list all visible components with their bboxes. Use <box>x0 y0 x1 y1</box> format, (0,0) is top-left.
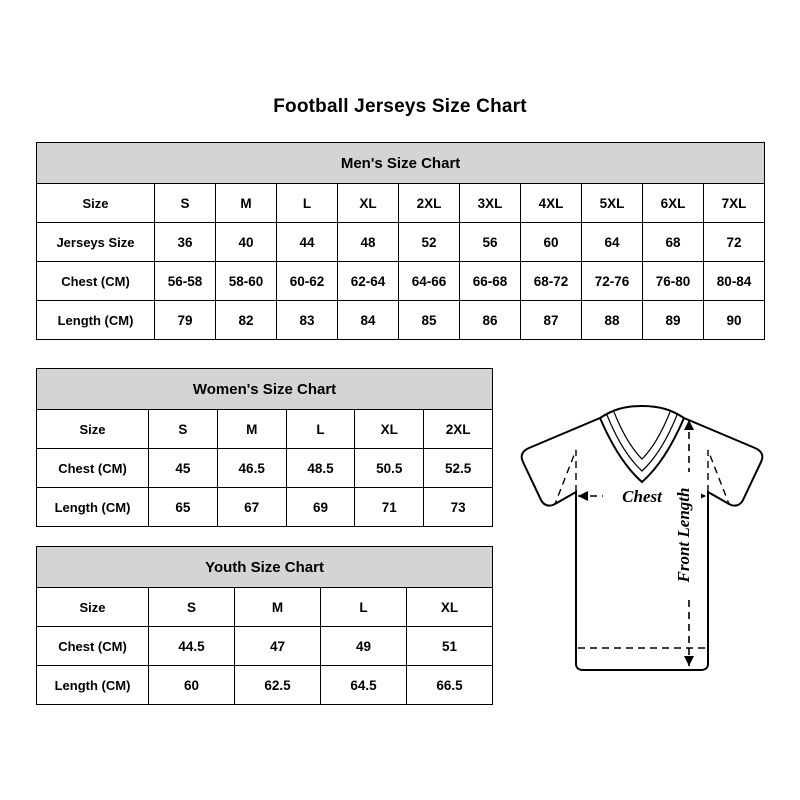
youth-row-header: Size <box>37 588 149 627</box>
table-cell: 85 <box>399 301 460 340</box>
table-cell: 68-72 <box>521 262 582 301</box>
table-cell: 49 <box>321 627 407 666</box>
table-cell: 69 <box>286 488 355 527</box>
mens-table-title: Men's Size Chart <box>37 143 765 184</box>
shirt-collar-inner2-icon <box>614 412 670 459</box>
mens-size-3xl: 3XL <box>460 184 521 223</box>
youth-table-title: Youth Size Chart <box>37 547 493 588</box>
table-row <box>37 301 765 340</box>
table-cell: 71 <box>355 488 424 527</box>
table-cell: 84 <box>338 301 399 340</box>
shirt-collar-inner-icon <box>607 415 677 471</box>
table-cell: 82 <box>216 301 277 340</box>
table-cell: 58-60 <box>216 262 277 301</box>
table-cell: 44.5 <box>149 627 235 666</box>
table-cell: 56-58 <box>155 262 216 301</box>
table-cell: 60 <box>521 223 582 262</box>
mens-size-s: S <box>155 184 216 223</box>
table-cell: 65 <box>149 488 218 527</box>
mens-row-header: Size <box>37 184 155 223</box>
womens-size-m: M <box>217 410 286 449</box>
left-sleeve-seam <box>555 450 576 504</box>
mens-size-l: L <box>277 184 338 223</box>
mens-table-title-row <box>37 143 765 184</box>
womens-table-title: Women's Size Chart <box>37 369 493 410</box>
table-cell: 46.5 <box>217 449 286 488</box>
table-row <box>37 223 765 262</box>
table-cell: 76-80 <box>643 262 704 301</box>
table-cell: 60-62 <box>277 262 338 301</box>
youth-table-title-row <box>37 547 493 588</box>
youth-size-s: S <box>149 588 235 627</box>
table-cell: 60 <box>149 666 235 705</box>
womens-row-label-length: Length (CM) <box>37 488 149 527</box>
front-length-arrow-bottom <box>684 656 694 666</box>
table-cell: 72 <box>704 223 765 262</box>
mens-size-xl: XL <box>338 184 399 223</box>
mens-row-label-jerseys-size: Jerseys Size <box>37 223 155 262</box>
table-cell: 62.5 <box>235 666 321 705</box>
youth-row-label-chest: Chest (CM) <box>37 627 149 666</box>
womens-size-chart <box>36 368 493 527</box>
mens-size-5xl: 5XL <box>582 184 643 223</box>
shirt-outline-icon <box>522 406 763 670</box>
table-cell: 66.5 <box>407 666 493 705</box>
mens-row-label-length: Length (CM) <box>37 301 155 340</box>
table-row <box>37 262 765 301</box>
youth-size-xl: XL <box>407 588 493 627</box>
womens-size-table <box>36 368 493 527</box>
table-cell: 52.5 <box>424 449 493 488</box>
table-cell: 73 <box>424 488 493 527</box>
womens-size-s: S <box>149 410 218 449</box>
front-length-label: Front Length <box>674 487 693 583</box>
womens-table-title-row <box>37 369 493 410</box>
table-cell: 89 <box>643 301 704 340</box>
table-cell: 83 <box>277 301 338 340</box>
womens-header-row <box>37 410 493 449</box>
mens-size-6xl: 6XL <box>643 184 704 223</box>
table-row <box>37 449 493 488</box>
mens-size-7xl: 7XL <box>704 184 765 223</box>
mens-row-label-chest: Chest (CM) <box>37 262 155 301</box>
womens-size-xl: XL <box>355 410 424 449</box>
mens-size-table <box>36 142 765 340</box>
table-cell: 48.5 <box>286 449 355 488</box>
table-row <box>37 666 493 705</box>
mens-size-2xl: 2XL <box>399 184 460 223</box>
table-cell: 52 <box>399 223 460 262</box>
table-cell: 88 <box>582 301 643 340</box>
youth-row-label-length: Length (CM) <box>37 666 149 705</box>
table-cell: 90 <box>704 301 765 340</box>
womens-size-2xl: 2XL <box>424 410 493 449</box>
table-cell: 36 <box>155 223 216 262</box>
table-cell: 67 <box>217 488 286 527</box>
womens-row-label-chest: Chest (CM) <box>37 449 149 488</box>
table-cell: 64 <box>582 223 643 262</box>
table-cell: 64-66 <box>399 262 460 301</box>
table-cell: 72-76 <box>582 262 643 301</box>
table-cell: 64.5 <box>321 666 407 705</box>
table-cell: 86 <box>460 301 521 340</box>
youth-header-row <box>37 588 493 627</box>
table-cell: 68 <box>643 223 704 262</box>
youth-size-l: L <box>321 588 407 627</box>
table-cell: 48 <box>338 223 399 262</box>
t-shirt-measurement-diagram <box>500 396 784 696</box>
table-cell: 80-84 <box>704 262 765 301</box>
table-row <box>37 488 493 527</box>
youth-size-chart <box>36 546 493 705</box>
table-cell: 62-64 <box>338 262 399 301</box>
table-cell: 79 <box>155 301 216 340</box>
table-cell: 51 <box>407 627 493 666</box>
mens-header-row <box>37 184 765 223</box>
table-cell: 45 <box>149 449 218 488</box>
table-cell: 44 <box>277 223 338 262</box>
youth-size-m: M <box>235 588 321 627</box>
table-cell: 56 <box>460 223 521 262</box>
table-row <box>37 627 493 666</box>
table-cell: 40 <box>216 223 277 262</box>
chest-arrow-left <box>578 491 588 501</box>
mens-size-chart <box>36 142 765 340</box>
womens-size-l: L <box>286 410 355 449</box>
youth-size-table <box>36 546 493 705</box>
right-sleeve-seam <box>708 450 729 504</box>
table-cell: 50.5 <box>355 449 424 488</box>
mens-size-4xl: 4XL <box>521 184 582 223</box>
mens-size-m: M <box>216 184 277 223</box>
page-title: Football Jerseys Size Chart <box>273 96 527 117</box>
womens-row-header: Size <box>37 410 149 449</box>
chest-label: Chest <box>622 487 662 506</box>
table-cell: 87 <box>521 301 582 340</box>
table-cell: 66-68 <box>460 262 521 301</box>
table-cell: 47 <box>235 627 321 666</box>
